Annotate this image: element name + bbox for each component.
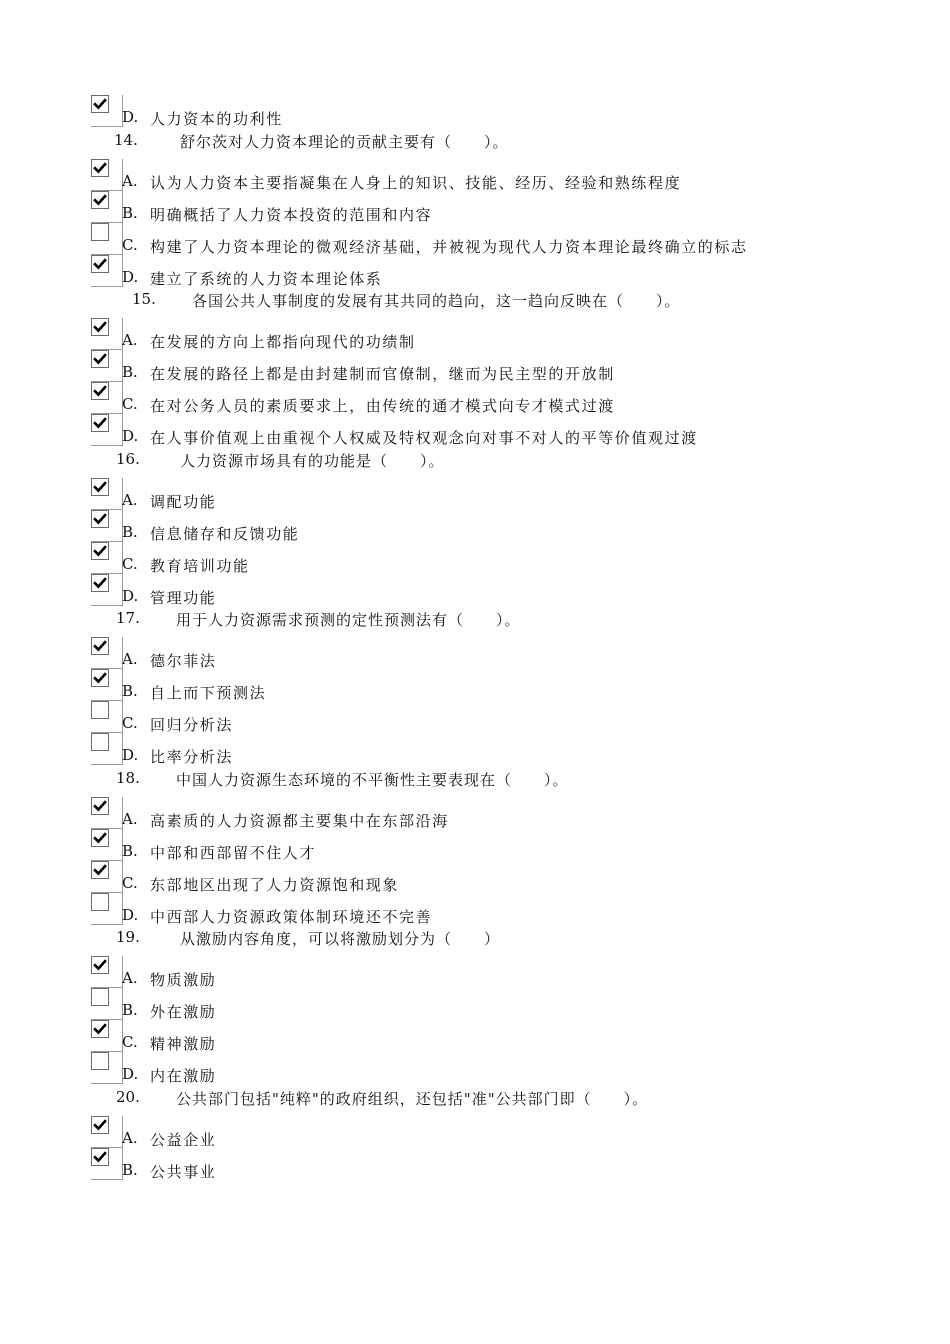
question-number: 18.	[116, 768, 140, 787]
checkmark-icon	[93, 1118, 107, 1132]
option-letter: D.	[122, 1065, 139, 1083]
option-letter: A.	[122, 650, 138, 669]
checkmark-icon	[93, 544, 107, 558]
option-row	[0, 956, 950, 988]
option-row	[0, 797, 950, 829]
checkbox-checked[interactable]	[91, 1116, 109, 1134]
option-text: 明确概括了人力资本投资的范围和内容	[150, 205, 433, 224]
option-text: 精神激励	[150, 1035, 217, 1054]
option-text: 在发展的方向上都指向现代的功绩制	[150, 333, 416, 352]
checkmark-icon	[93, 799, 107, 813]
checkbox-checked[interactable]	[91, 95, 109, 113]
option-letter: C.	[122, 395, 138, 414]
option-row	[0, 542, 950, 574]
option-letter: C.	[122, 554, 138, 573]
question-text: 人力资源市场具有的功能是（ ）。	[180, 451, 445, 470]
option-text: 认为人力资本主要指凝集在人身上的知识、技能、经历、经验和熟练程度	[150, 173, 682, 192]
option-text: 高素质的人力资源都主要集中在东部沿海	[150, 811, 449, 830]
option-letter: D.	[122, 586, 139, 605]
question-row	[0, 286, 950, 318]
option-letter: D.	[122, 746, 139, 764]
checkmark-icon	[93, 480, 107, 494]
checkbox-checked[interactable]	[91, 637, 109, 655]
option-text: 比率分析法	[150, 748, 234, 766]
option-row	[0, 861, 950, 893]
option-text: 调配功能	[150, 492, 217, 511]
option-row	[0, 669, 950, 701]
question-number: 15.	[132, 290, 156, 309]
checkbox-unchecked[interactable]	[91, 223, 109, 241]
checkbox-checked[interactable]	[91, 478, 109, 496]
question-number: 19.	[116, 928, 140, 947]
checkbox-checked[interactable]	[91, 414, 109, 432]
option-letter: A.	[122, 171, 138, 190]
checkmark-icon	[93, 97, 107, 111]
checkbox-checked[interactable]	[91, 797, 109, 815]
question-row	[0, 127, 950, 159]
checkmark-icon	[93, 193, 107, 207]
checkbox-checked[interactable]	[91, 1148, 109, 1166]
question-row	[0, 446, 950, 478]
checkmark-icon	[93, 576, 107, 590]
checkbox-checked[interactable]	[91, 318, 109, 336]
checkbox-unchecked[interactable]	[91, 1052, 109, 1070]
option-letter: A.	[122, 969, 138, 988]
option-letter: D.	[122, 108, 139, 126]
option-letter: B.	[122, 522, 138, 541]
checkbox-checked[interactable]	[91, 382, 109, 400]
option-text: 东部地区出现了人力资源饱和现象	[150, 875, 400, 894]
checkbox-unchecked[interactable]	[91, 701, 109, 719]
question-text: 公共部门包括"纯粹"的政府组织，还包括"准"公共部门即（ ）。	[176, 1089, 649, 1108]
checkbox-unchecked[interactable]	[91, 893, 109, 911]
option-text: 管理功能	[150, 588, 217, 607]
option-row	[0, 988, 950, 1020]
option-row	[0, 223, 950, 255]
option-text: 内在激励	[150, 1067, 217, 1085]
option-text: 建立了系统的人力资本理论体系	[150, 269, 383, 288]
checkbox-checked[interactable]	[91, 510, 109, 528]
question-text: 各国公共人事制度的发展有其共同的趋向，这一趋向反映在（ ）。	[192, 292, 681, 311]
checkbox-unchecked[interactable]	[91, 733, 109, 751]
option-row	[0, 701, 950, 733]
option-text: 德尔菲法	[150, 652, 217, 671]
question-text: 舒尔茨对人力资本理论的贡献主要有（ ）。	[180, 132, 509, 151]
option-row	[0, 350, 950, 382]
option-letter: A.	[122, 331, 138, 350]
checkbox-checked[interactable]	[91, 669, 109, 687]
checkmark-icon	[93, 639, 107, 653]
checkmark-icon	[93, 831, 107, 845]
option-row	[0, 95, 950, 127]
checkmark-icon	[93, 416, 107, 430]
option-letter: B.	[122, 1160, 138, 1179]
question-number: 16.	[116, 449, 140, 468]
option-letter: B.	[122, 203, 138, 222]
option-row	[0, 414, 950, 446]
option-row	[0, 510, 950, 542]
checkmark-icon	[93, 161, 107, 175]
option-text: 构建了人力资本理论的微观经济基础，并被视为现代人力资本理论最终确立的标志	[150, 237, 748, 256]
option-text: 信息储存和反馈功能	[150, 524, 300, 543]
option-row	[0, 1116, 950, 1148]
option-text: 公益企业	[150, 1130, 217, 1149]
checkbox-checked[interactable]	[91, 1020, 109, 1038]
option-text: 外在激励	[150, 1003, 217, 1022]
checkmark-icon	[93, 384, 107, 398]
option-letter: A.	[122, 490, 138, 509]
checkmark-icon	[93, 512, 107, 526]
option-row	[0, 191, 950, 223]
option-text: 教育培训功能	[150, 556, 250, 575]
option-row	[0, 829, 950, 861]
question-number: 14.	[114, 130, 138, 149]
option-text: 中部和西部留不住人才	[150, 843, 317, 862]
question-row	[0, 765, 950, 797]
question-number: 20.	[116, 1087, 140, 1106]
checkbox-checked[interactable]	[91, 542, 109, 560]
checkmark-icon	[93, 958, 107, 972]
option-letter: B.	[122, 1001, 138, 1020]
option-row	[0, 574, 950, 606]
option-row	[0, 1148, 950, 1180]
option-row	[0, 382, 950, 414]
option-row	[0, 159, 950, 191]
question-text: 用于人力资源需求预测的定性预测法有（ ）。	[176, 611, 521, 630]
checkbox-unchecked[interactable]	[91, 988, 109, 1006]
checkbox-checked[interactable]	[91, 350, 109, 368]
option-letter: B.	[122, 363, 138, 382]
option-row	[0, 255, 950, 287]
option-text: 物质激励	[150, 971, 217, 990]
option-row	[0, 893, 950, 925]
checkmark-icon	[93, 320, 107, 334]
checkbox-checked[interactable]	[91, 191, 109, 209]
checkbox-checked[interactable]	[91, 574, 109, 592]
option-text: 人力资本的功利性	[150, 110, 283, 128]
question-number: 17.	[116, 609, 140, 628]
checkmark-icon	[93, 352, 107, 366]
option-letter: D.	[122, 905, 139, 924]
option-letter: C.	[122, 1033, 138, 1052]
checkbox-checked[interactable]	[91, 861, 109, 879]
checkbox-checked[interactable]	[91, 956, 109, 974]
question-row	[0, 1084, 950, 1116]
checkmark-icon	[93, 863, 107, 877]
option-text: 在发展的路径上都是由封建制而官僚制，继而为民主型的开放制	[150, 365, 615, 384]
question-text: 从激励内容角度，可以将激励划分为（ ）	[180, 930, 501, 949]
option-letter: B.	[122, 841, 138, 860]
option-text: 在人事价值观上由重视个人权威及特权观念向对事不对人的平等价值观过渡	[150, 429, 698, 447]
option-text: 在对公务人员的素质要求上，由传统的通才模式向专才模式过渡	[150, 397, 615, 416]
option-row	[0, 637, 950, 669]
checkbox-checked[interactable]	[91, 255, 109, 273]
checkmark-icon	[93, 671, 107, 685]
option-row	[0, 1020, 950, 1052]
option-letter: D.	[122, 267, 139, 286]
question-row	[0, 605, 950, 637]
option-letter: B.	[122, 682, 138, 701]
option-letter: A.	[122, 809, 138, 828]
question-row	[0, 924, 950, 956]
checkbox-checked[interactable]	[91, 159, 109, 177]
checkbox-checked[interactable]	[91, 829, 109, 847]
checkmark-icon	[93, 1022, 107, 1036]
option-letter: C.	[122, 714, 138, 733]
option-row	[0, 478, 950, 510]
option-letter: A.	[122, 1128, 138, 1147]
option-text: 回归分析法	[150, 716, 234, 735]
option-text: 自上而下预测法	[150, 684, 267, 703]
option-letter: C.	[122, 235, 138, 254]
option-text: 公共事业	[150, 1162, 217, 1181]
question-text: 中国人力资源生态环境的不平衡性主要表现在（ ）。	[176, 770, 569, 789]
option-row	[0, 318, 950, 350]
option-letter: C.	[122, 873, 138, 892]
option-text: 中西部人力资源政策体制环境还不完善	[150, 907, 433, 926]
checkmark-icon	[93, 257, 107, 271]
option-row	[0, 1052, 950, 1084]
option-letter: D.	[122, 427, 139, 445]
checkmark-icon	[93, 1150, 107, 1164]
option-row	[0, 733, 950, 765]
